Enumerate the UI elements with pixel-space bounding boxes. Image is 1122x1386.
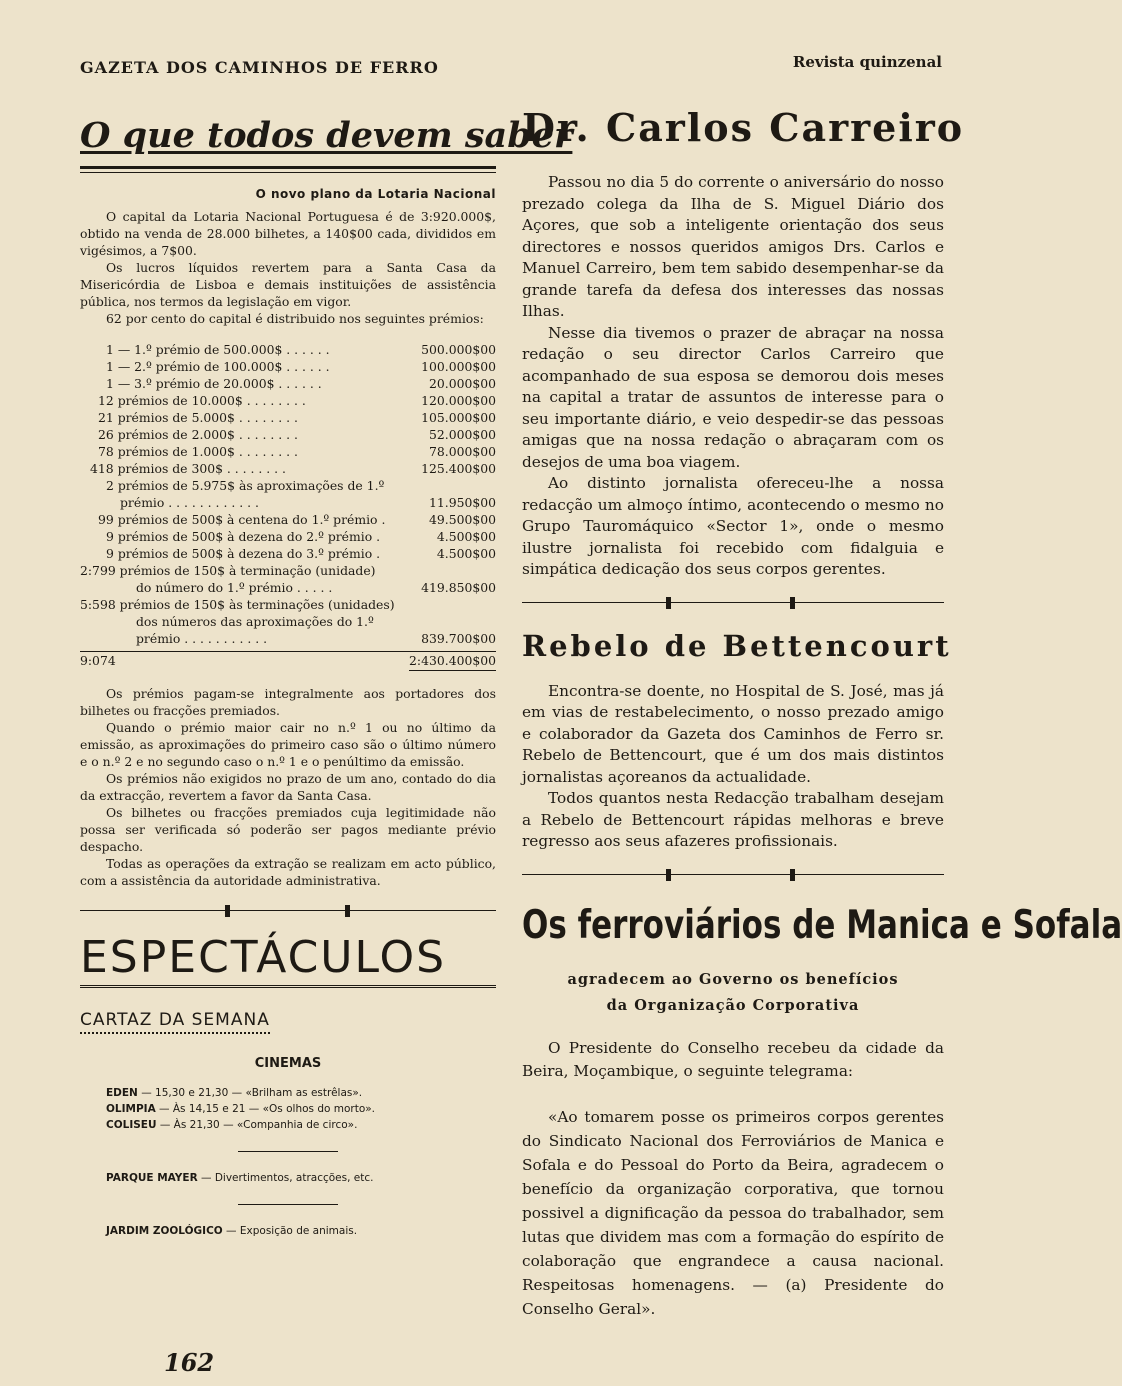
prize-row: do número do 1.º prémio . . . . . 419.850$00 <box>136 580 496 595</box>
left-column <box>80 115 573 1239</box>
prize-row: 1 — 1.º prémio de 500.000$ . . . . . . 500.000$00 <box>106 342 496 357</box>
cinema-entry: COLISEU — Às 21,30 — «Companhia de circo». <box>106 1119 358 1131</box>
right-column <box>522 105 1122 1321</box>
bettencourt-paragraph: Todos quantos nesta Redacção trabalham desejam a Rebelo de Bettencourt rápidas melhoras e breve regresso aos seus afazeres profissionais. <box>522 789 944 850</box>
prize-row: 1 — 2.º prémio de 100.000$ . . . . . . 100.000$00 <box>106 359 496 374</box>
prize-row: 12 prémios de 10.000$ . . . . . . . . 120.000$00 <box>98 393 496 408</box>
lottery-section-title: O que todos devem saber <box>80 115 573 156</box>
section-divider <box>522 867 944 883</box>
section-divider <box>522 595 944 611</box>
prize-row: dos números das aproximações do 1.º <box>136 614 374 629</box>
prize-row: prémio . . . . . . . . . . . 839.700$00 <box>136 631 496 646</box>
title-rule <box>80 166 496 173</box>
running-head-subtitle: Revista quinzenal <box>792 53 942 71</box>
carreiro-paragraph: Nesse dia tivemos o prazer de abraçar na nossa redação o seu director Carlos Carreiro que acompanhado de sua esposa se demorou dois meses na capital a tratar de assuntos de interesse para o seu importante diário, e veio despedir-se das pessoas amigas que na nossa redação o abraçaram com os desejos de uma boa viagem. <box>522 323 944 471</box>
prize-row: 9 prémios de 500$ à dezena do 3.º prémio . 4.500$00 <box>106 546 496 561</box>
bettencourt-paragraph: Encontra-se doente, no Hospital de S. José, mas já em vias de restabelecimento, o nosso prezado amigo e colaborador da Gazeta dos Caminhos de Ferro sr. Rebelo de Bettencourt, que é um dos mais distintos jornalistas açoreanos da actualidade. <box>522 681 944 786</box>
prize-row: 418 prémios de 300$ . . . . . . . . 125.400$00 <box>90 461 496 476</box>
parque-entry: PARQUE MAYER — Divertimentos, atracções, etc. <box>106 1172 374 1184</box>
lottery-intro-paragraph: O capital da Lotaria Nacional Portuguesa é de 3:920.000$, obtido na venda de 28.000 bilhetes, a 140$00 cada, divididos em vigésimos, a 7$00. <box>80 209 496 258</box>
cinema-entry: EDEN — 15,30 e 21,30 — «Brilham as estrêlas». <box>106 1087 363 1099</box>
carreiro-paragraph: Ao distinto jornalista ofereceu-lhe a nossa redacção um almoço íntimo, acontecendo o mesmo no Grupo Tauromáquico «Sector 1», onde o mesmo ilustre jornalista foi recebido com fidalguia e simpática dedicação dos seus corpos gerentes. <box>522 474 944 578</box>
prize-row: 2 prémios de 5.975$ às aproximações de 1.º <box>106 478 385 493</box>
prize-total-row <box>80 651 496 671</box>
total-amount: 2:430.400$00 <box>409 652 496 671</box>
divider <box>238 1151 338 1152</box>
prize-row: 21 prémios de 5.000$ . . . . . . . . 105.000$00 <box>98 410 496 425</box>
prize-row: 5:598 prémios de 150$ às terminações (unidades) <box>80 597 395 612</box>
ferroviarios-title: Os ferroviários de Manica e Sofala <box>522 902 1122 948</box>
cinema-listing <box>106 1085 496 1133</box>
prize-row: 26 prémios de 2.000$ . . . . . . . . 52.000$00 <box>98 427 496 442</box>
spectacles-title: ESPECTÁCULOS <box>80 932 447 983</box>
lottery-intro-paragraph: Os lucros líquidos revertem para a Santa Casa da Misericórdia de Lisboa e demais instituições de assistência pública, nos termos da legislação em vigor. <box>80 260 496 309</box>
divider <box>238 1204 338 1205</box>
cinema-entry: OLIMPIA — Às 14,15 e 21 — «Os olhos do morto». <box>106 1103 376 1115</box>
total-count: 9:074 <box>80 653 116 668</box>
ferroviarios-subtitle-1: agradecem ao Governo os benefícios <box>567 970 899 988</box>
spectacles-subtitle: CARTAZ DA SEMANA <box>80 1010 270 1034</box>
prize-row: 9 prémios de 500$ à dezena do 2.º prémio . 4.500$00 <box>106 529 496 544</box>
prize-row: 2:799 prémios de 150$ à terminação (unidade) <box>80 563 376 578</box>
ferroviarios-telegram: «Ao tomarem posse os primeiros corpos gerentes do Sindicato Nacional dos Ferroviários de Manica e Sofala e do Pessoal do Porto da Beira, agradecem o benefício da organização corporativa, que tornou possivel a dignificação da pessoa do trabalhador, sem lutas que dividem mas com a formação do espírito de colaboração que engrandece a causa nacional. Respeitosas homenagens. — (a) Presidente do Conselho Geral». <box>522 1107 944 1318</box>
rule-paragraph: Os prémios não exigidos no prazo de um ano, contado do dia da extracção, revertem a favor da Santa Casa. <box>80 771 496 803</box>
running-head-title: GAZETA DOS CAMINHOS DE FERRO <box>80 58 439 77</box>
rule-paragraph: Os prémios pagam-se integralmente aos portadores dos bilhetes ou fracções premiados. <box>80 686 496 718</box>
cinemas-heading: CINEMAS <box>254 1056 322 1071</box>
ferroviarios-paragraph: O Presidente do Conselho recebeu da cidade da Beira, Moçambique, o seguinte telegrama: <box>522 1038 944 1080</box>
jardim-entry: JARDIM ZOOLÓGICO — Exposição de animais. <box>106 1225 358 1237</box>
rule-paragraph: Quando o prémio maior cair no n.º 1 ou no último da emissão, as aproximações do primeiro caso são o último número e o n.º 2 e no segundo caso o n.º 1 e o penúltimo da emissão. <box>80 720 496 769</box>
section-divider <box>80 903 496 919</box>
bettencourt-title: Rebelo de Bettencourt <box>522 628 952 663</box>
lottery-rules <box>80 685 496 889</box>
rule-paragraph: Os bilhetes ou fracções premiados cuja legitimidade não possa ser verificada só poderão ser pagos mediante prévio despacho. <box>80 805 496 854</box>
prize-row: 99 prémios de 500$ à centena do 1.º prémio . 49.500$00 <box>98 512 496 527</box>
ferroviarios-subtitle-2: da Organização Corporativa <box>606 996 860 1014</box>
carreiro-title: Dr. Carlos Carreiro <box>522 105 965 150</box>
carreiro-paragraph: Passou no dia 5 do corrente o aniversário do nosso prezado colega da Ilha de S. Miguel Diário dos Açores, que sob a inteligente orientação dos seus directores e nossos queridos amigos Drs. Carlos e Manuel Carreiro, bem tem sabido desempenhar-se da grande tarefa da defesa dos interesses das nossas Ilhas. <box>522 173 944 320</box>
page-number: 162 <box>164 1348 215 1377</box>
lottery-intro-paragraph: 62 por cento do capital é distribuido nos seguintes prémios: <box>106 311 484 326</box>
prize-row: 1 — 3.º prémio de 20.000$ . . . . . . 20.000$00 <box>106 376 496 391</box>
prize-table <box>80 341 496 671</box>
prize-row: 78 prémios de 1.000$ . . . . . . . . 78.000$00 <box>98 444 496 459</box>
spectacles-rule <box>80 985 496 988</box>
rule-paragraph: Todas as operações da extração se realizam em acto público, com a assistência da autoridade administrativa. <box>80 856 496 888</box>
lottery-subtitle: O novo plano da Lotaria Nacional <box>255 187 496 201</box>
prize-row: prémio . . . . . . . . . . . . 11.950$00 <box>120 495 496 510</box>
